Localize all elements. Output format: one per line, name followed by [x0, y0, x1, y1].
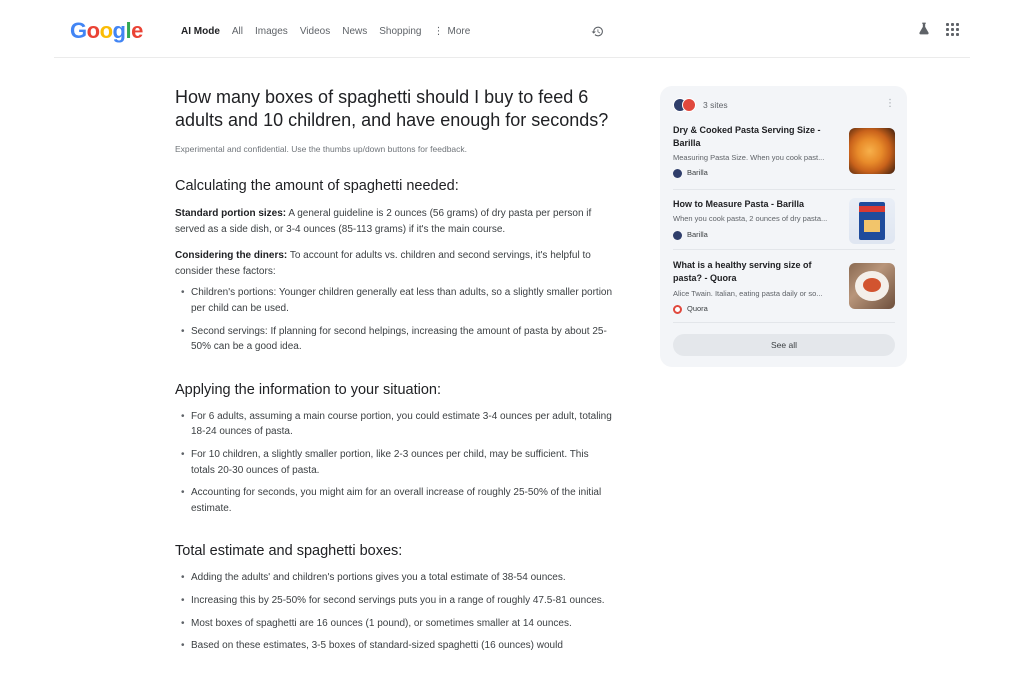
section-title: Applying the information to your situation: [175, 381, 441, 398]
sources-card [660, 86, 907, 367]
more-vert-icon: ⋮ [433, 26, 444, 37]
quora-site-icon [673, 305, 682, 314]
logo-letter: o [99, 18, 113, 43]
source-snippet: Measuring Pasta Size. When you cook past... [673, 153, 825, 162]
bullet-list [181, 570, 615, 653]
tab-videos[interactable]: Videos [299, 26, 331, 37]
quora-favicon-icon [682, 98, 696, 112]
header [0, 0, 1024, 58]
list-item: • For 10 children, a slightly smaller portion, like 2-3 ounces per child, may be sufficient. This totals 20-30 ounces of pasta. [181, 447, 615, 478]
list-item: • Accounting for seconds, you might aim for an overall increase of roughly 25-50% of the initial estimate. [181, 485, 615, 516]
apps-icon[interactable] [946, 23, 959, 36]
lab-icon[interactable] [917, 21, 931, 36]
barilla-site-icon [673, 169, 682, 178]
pasta-box-thumbnail[interactable] [849, 198, 895, 244]
more-options-icon[interactable]: ⋮ [885, 98, 895, 109]
sites-count: 3 sites [703, 100, 728, 110]
divider [673, 322, 895, 323]
list-item: • For 6 adults, assuming a main course portion, you could estimate 3-4 ounces per adult, totaling 18-24 ounces of pasta. [181, 409, 615, 440]
logo-letter: o [86, 18, 100, 43]
google-logo[interactable] [70, 17, 143, 45]
source-title[interactable]: What is a healthy serving size of pasta? - Quora [673, 260, 812, 283]
disclaimer-text: Experimental and confidential. Use the thumbs up/down buttons for feedback. [175, 144, 468, 154]
paragraph-label: Standard portion sizes: [175, 208, 287, 219]
source-item[interactable] [673, 259, 895, 315]
source-site-name: Barilla [687, 168, 708, 177]
tab-news[interactable]: News [342, 26, 368, 37]
paragraph [175, 206, 615, 237]
source-item[interactable] [673, 124, 895, 180]
logo-letter: e [131, 18, 143, 43]
paragraph [175, 248, 615, 279]
list-item: • Adding the adults' and children's portions gives you a total estimate of 38-54 ounces. [181, 570, 615, 586]
tab-images[interactable]: Images [255, 26, 288, 37]
query-heading: How many boxes of spaghetti should I buy to feed 6 adults and 10 children, and have enough for seconds? [175, 87, 609, 130]
tab-shopping[interactable]: Shopping [379, 26, 422, 37]
source-snippet: Alice Twain. Italian, eating pasta daily or so... [673, 289, 823, 298]
site-favicons [673, 98, 699, 112]
pasta-plate-thumbnail[interactable] [849, 263, 895, 309]
tab-more[interactable] [434, 24, 471, 40]
tab-ai-mode[interactable]: AI Mode [181, 26, 220, 37]
tab-more-label: More [447, 26, 471, 37]
search-tabs [181, 24, 482, 40]
ai-answer [175, 86, 615, 661]
pasta-photo-thumbnail[interactable] [849, 128, 895, 174]
source-title[interactable]: How to Measure Pasta - Barilla [673, 199, 805, 209]
list-item: • Based on these estimates, 3-5 boxes of standard-sized spaghetti (16 ounces) would [181, 638, 615, 654]
logo-letter: g [112, 18, 126, 43]
section-title: Calculating the amount of spaghetti needed: [175, 178, 459, 194]
logo-letter: l [125, 18, 132, 43]
source-title[interactable]: Dry & Cooked Pasta Serving Size - Barilla [673, 125, 821, 148]
list-item: • Second servings: If planning for second helpings, increasing the amount of pasta by about 25-50% can be a good idea. [181, 324, 615, 355]
divider [673, 249, 895, 250]
logo-letter: G [70, 18, 87, 43]
section-title: Total estimate and spaghetti boxes: [175, 543, 403, 560]
source-snippet: When you cook pasta, 2 ounces of dry pasta... [673, 214, 828, 223]
paragraph-text: A general guideline is 2 ounces (56 grams) of dry pasta per person if served as a side dish, or 3-4 ounces (85-113 grams) if it's the main course. [175, 208, 592, 235]
source-site [673, 230, 708, 240]
bullet-list [181, 409, 615, 517]
list-item: • Children's portions: Younger children generally eat less than adults, so a slightly smaller portion per child can be used. [181, 285, 615, 316]
paragraph-label: Considering the diners: [175, 250, 288, 262]
see-all-button[interactable]: See all [673, 334, 895, 356]
source-site-name: Barilla [687, 230, 708, 239]
list-item: • Increasing this by 25-50% for second servings puts you in a range of roughly 47.5-81 ounces. [181, 593, 615, 609]
source-site-name: Quora [687, 304, 708, 313]
sources-header [673, 97, 895, 113]
paragraph-text: To account for adults vs. children and second servings, it's helpful to consider these factors: [175, 250, 591, 277]
history-icon[interactable] [591, 25, 604, 38]
divider [673, 189, 895, 190]
header-divider [54, 57, 970, 58]
pasta-box-graphic [859, 202, 885, 240]
source-site [673, 168, 708, 178]
source-item[interactable] [673, 198, 895, 246]
list-item: • Most boxes of spaghetti are 16 ounces (1 pound), or sometimes smaller at 14 ounces. [181, 616, 615, 632]
source-site [673, 304, 708, 314]
barilla-site-icon [673, 231, 682, 240]
tab-all[interactable]: All [231, 26, 244, 37]
bullet-list [181, 285, 615, 354]
